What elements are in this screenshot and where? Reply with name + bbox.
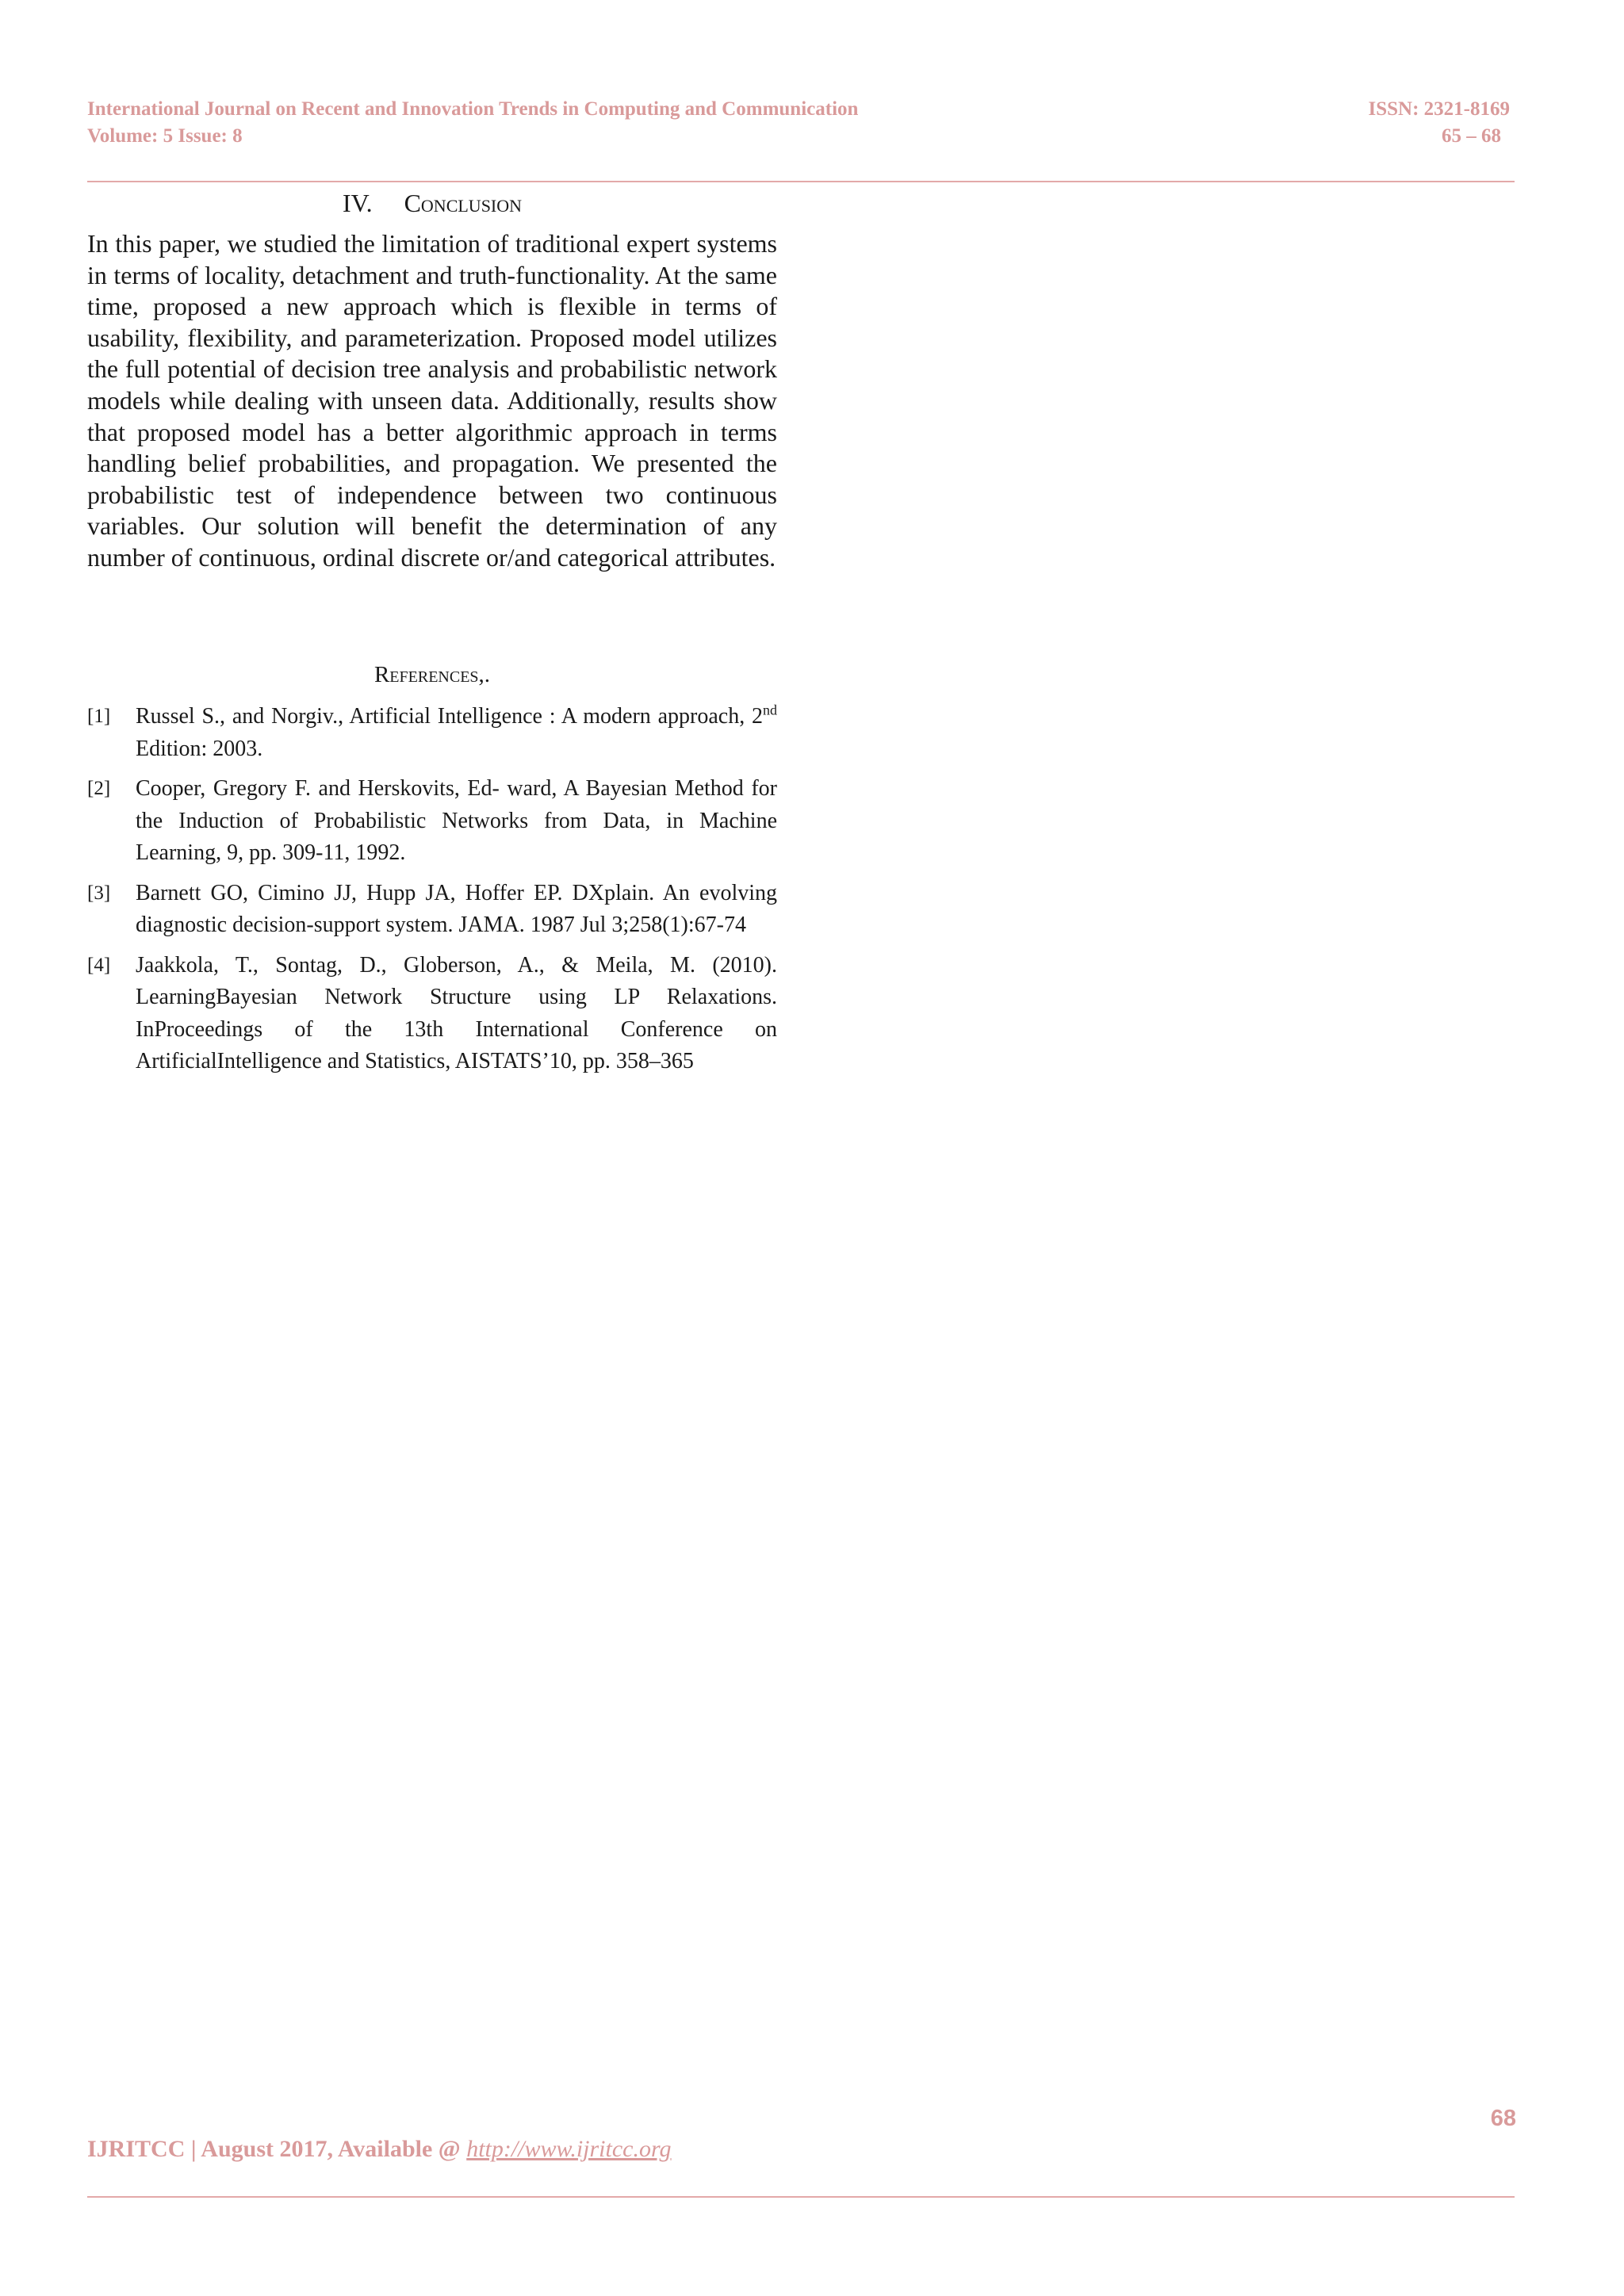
reference-text: Barnett GO, Cimino JJ, Hupp JA, Hoffer EP. DXplain. An evolving diagnostic decision-support system. JAMA. 1987 Jul 3;258(1):67-74 bbox=[136, 880, 777, 937]
reference-item bbox=[87, 773, 777, 870]
reference-item bbox=[87, 701, 777, 765]
header-divider bbox=[87, 181, 1515, 182]
reference-item bbox=[87, 878, 777, 942]
journal-title: International Journal on Recent and Innovation Trends in Computing and Communication bbox=[87, 98, 859, 120]
page-number: 68 bbox=[1490, 2106, 1516, 2131]
volume-issue: Volume: 5 Issue: 8 bbox=[87, 125, 243, 147]
reference-superscript: nd bbox=[763, 702, 777, 718]
section-heading bbox=[87, 187, 777, 219]
reference-number: [2] bbox=[87, 778, 111, 799]
footer-divider bbox=[87, 2196, 1515, 2198]
section-title: Conclusion bbox=[404, 189, 523, 217]
footer-link[interactable]: http://www.ijritcc.org bbox=[466, 2136, 672, 2162]
reference-text: Cooper, Gregory F. and Herskovits, Ed- ward, A Bayesian Method for the Induction of Probabilistic Networks from Data, in Machine Learning, 9, pp. 309-11, 1992. bbox=[136, 776, 777, 865]
section-number: IV. bbox=[342, 189, 373, 217]
reference-text-tail: Edition: 2003. bbox=[136, 736, 263, 761]
reference-item bbox=[87, 950, 777, 1078]
page-range: 65 – 68 bbox=[1442, 125, 1501, 147]
reference-text: Russel S., and Norgiv., Artificial Intelligence : A modern approach, 2 bbox=[136, 704, 763, 729]
reference-number: [1] bbox=[87, 706, 111, 727]
references-heading: References,. bbox=[373, 662, 491, 687]
footer-label: IJRITCC | August 2017, Available @ bbox=[87, 2136, 467, 2162]
reference-list bbox=[87, 701, 777, 1086]
reference-number: [3] bbox=[87, 882, 111, 904]
reference-text: Jaakkola, T., Sontag, D., Globerson, A., & Meila, M. (2010). LearningBayesian Network Structure using LP Relaxations. InProceedings of the 13th International Conference on ArtificialIntelligence and Statistics, AISTATS’10, pp. 358–365 bbox=[136, 952, 777, 1073]
conclusion-paragraph: In this paper, we studied the limitation of traditional expert systems in terms of locality, detachment and truth-functionality. At the same time, proposed a new approach which is flexible in terms of usability, flexibility, and parameterization. Proposed model utilizes the full potential of decision tree analysis and probabilistic network models while dealing with unseen data. Additionally, results show that proposed model has a better algorithmic approach in terms handling belief probabilities, and propagation. We presented the probabilistic test of independence between two continuous variables. Our solution will benefit the determination of any number of continuous, ordinal discrete or/and categorical attributes. bbox=[87, 229, 777, 572]
footer-text bbox=[87, 2135, 672, 2164]
issn: ISSN: 2321-8169 bbox=[1368, 98, 1510, 120]
reference-number: [4] bbox=[87, 954, 111, 976]
